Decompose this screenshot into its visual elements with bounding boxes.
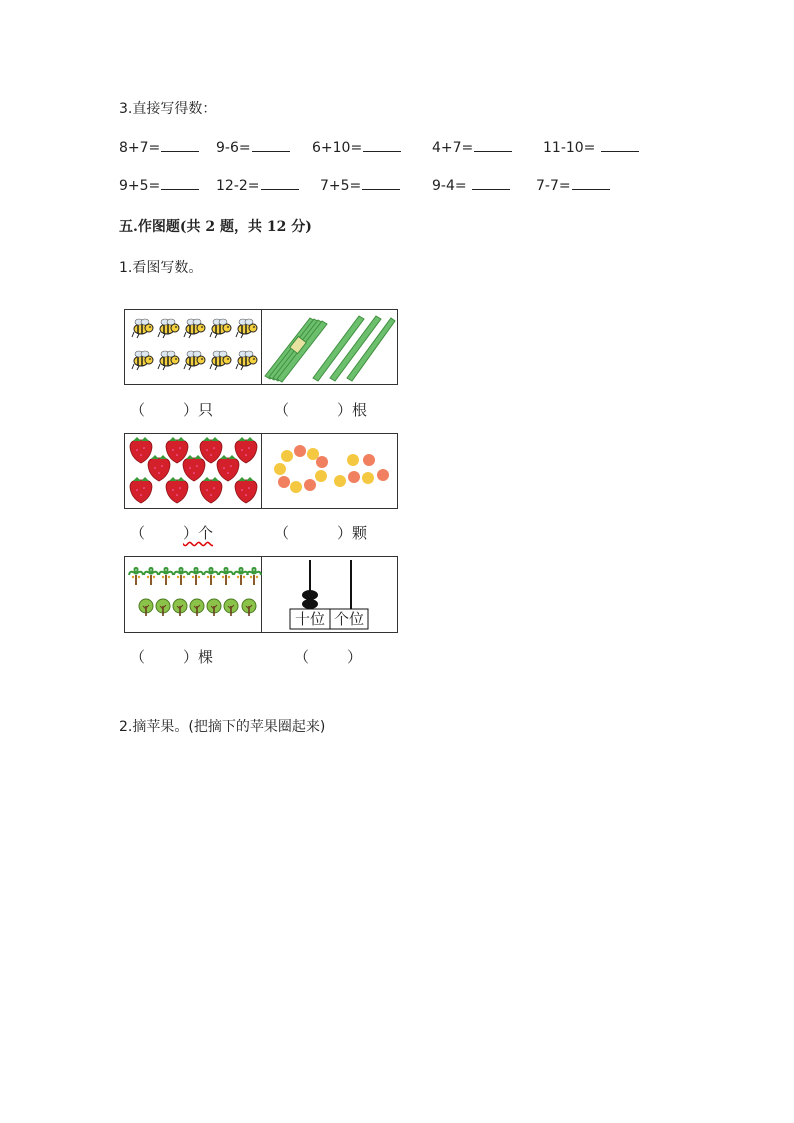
answer-blank[interactable] — [161, 177, 199, 190]
answer-blank[interactable] — [261, 177, 299, 190]
equation-8: 7+5= — [320, 177, 400, 194]
equation-6: 9+5= — [119, 177, 199, 194]
equation-3: 6+10= — [312, 139, 401, 156]
answer-blank[interactable] — [363, 139, 401, 152]
answer-blank[interactable] — [601, 139, 639, 152]
answer-trees[interactable]: （ ）棵 — [130, 648, 214, 666]
answer-sticks[interactable]: （ ）根 — [274, 401, 368, 419]
equation-10: 7-7= — [536, 177, 610, 194]
section-5-heading: 五.作图题(共 2 题，共 12 分) — [119, 219, 312, 235]
strawberry-icon — [130, 437, 257, 503]
question-1-title: 1.看图写数。 — [119, 260, 203, 276]
equation-4: 4+7= — [432, 139, 512, 156]
picture-box-1 — [124, 309, 398, 385]
answer-blank[interactable] — [161, 139, 199, 152]
abacus-tens-label: 十位 — [294, 610, 325, 628]
section-3-title: 3.直接写得数： — [119, 101, 217, 117]
answer-blank[interactable] — [362, 177, 400, 190]
answer-blank[interactable] — [252, 139, 290, 152]
bead-icon — [274, 445, 389, 493]
strawberries-and-beads — [125, 434, 397, 508]
answer-abacus[interactable]: （ ） — [294, 648, 363, 666]
picture-box-3 — [124, 556, 398, 633]
palm-tree-icon — [129, 568, 261, 585]
abacus-ones-label: 个位 — [333, 610, 364, 628]
answer-blank[interactable] — [474, 139, 512, 152]
answer-strawberries[interactable]: （ ）个 — [130, 524, 214, 542]
answer-bees[interactable]: （ ）只 — [130, 401, 214, 419]
equation-9: 9-4= — [432, 177, 510, 194]
stick-icon — [265, 316, 395, 382]
answer-beads[interactable]: （ ）颗 — [274, 524, 368, 542]
equation-5: 11-10= — [543, 139, 639, 156]
picture-box-2 — [124, 433, 398, 509]
answer-blank[interactable] — [472, 177, 510, 190]
answer-blank[interactable] — [572, 177, 610, 190]
equation-7: 12-2= — [216, 177, 299, 194]
bees-and-sticks — [125, 310, 397, 384]
round-tree-icon — [139, 599, 256, 616]
equation-2: 9-6= — [216, 139, 290, 156]
equation-1: 8+7= — [119, 139, 199, 156]
bee-icon — [132, 319, 257, 370]
question-2-title: 2.摘苹果。(把摘下的苹果圈起来) — [119, 719, 326, 735]
